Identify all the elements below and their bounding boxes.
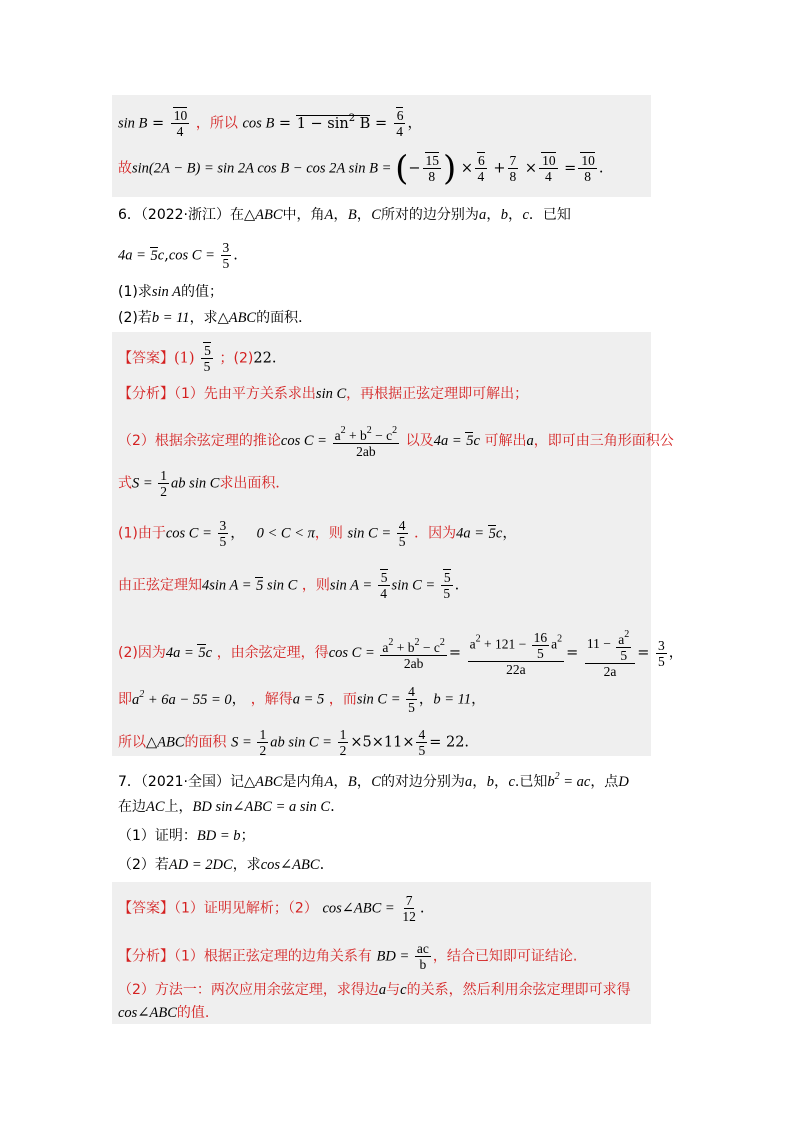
- q6-solution-2: 由正弦定理知4sin A = 5 sin C ，则sin A = $\frac{5}{4}$ sin C = $\frac{5}{5}$ .: [118, 570, 460, 601]
- solution-line-sin2A-B: 故sin(2A − B) = sin 2A cos B − cos 2A sin B = (− $\frac{15}{8}$ ) × $\frac{6}{4}$ + $\frac{7}{8}$ × $\frac{10}{4}$ = $\frac{10}{8}$ .: [118, 148, 604, 189]
- q7-analysis-1: 【分析】（1）根据正弦定理的边角关系有 BD = $\frac{ac}{b}$ ，结合已知即可证结论.: [118, 941, 578, 972]
- q7-part2: （2）若AD = 2DC，求cos∠ABC.: [118, 857, 325, 873]
- q7-answer: 【答案】（1）证明见解析；（2） cos∠ABC = $\frac{7}{12}$ .: [118, 893, 425, 924]
- q6-analysis-1: 【分析】（1）先由平方关系求出sin C，再根据正弦定理即可解出；: [118, 386, 529, 402]
- q6-solution-1: (1)由于cos C = $\frac{3}{5}$ ， 0 < C < π，则 sin C = $\frac{4}{5}$ ．因为4a = 5c，: [118, 518, 517, 549]
- solution-line-sinB: sin B = $\frac{10}{4}$ ，所以 $\cos B = 1 - \sin^2 B$ = $\frac{6}{4}$ ，: [118, 108, 422, 139]
- q7-header: 7．（2021·全国）记△ABC是内角A，B，C的对边分别为a，b，c.已知$b^2$ = ac，点D: [118, 771, 629, 790]
- q6-analysis-2: （2）根据余弦定理的推论cos C = $\frac{a^2 + b^2 - c^2}{2ab}$ 以及4a = 5c 可解出a，即可由三角形面积公: [118, 425, 674, 459]
- q6-answer: 【答案】(1) $\frac{5}{5}$ ；(2)22.: [118, 343, 277, 374]
- q7-analysis-3: cos∠ABC的值.: [118, 1005, 210, 1021]
- q6-header: 6．（2022·浙江）在△ABC中，角A，B，C所对的边分别为a，b，c．已知: [118, 207, 571, 223]
- q6-condition: 4a = 5c,cos C = $\frac{3}{5}$ .: [118, 240, 238, 271]
- q7-part1: （1）证明：BD = b；: [118, 828, 256, 844]
- q6-analysis-3: 式S = $\frac{1}{2}$ ab sin C求出面积．: [118, 468, 290, 499]
- q6-solution-5: 所以△ABC的面积 S = $\frac{1}{2}$ ab sin C = $\frac{1}{2}$ ×5×11× $\frac{4}{5}$ = 22.: [118, 727, 470, 758]
- q6-solution-4: 即$a^2 + 6a - 55 = 0$， ，解得a = 5 ，而sin C = $\frac{4}{5}$ ，b = 11，: [118, 684, 486, 715]
- q6-solution-3: (2)因为4a = 5c ，由余弦定理，得cos C = $\frac{a^2 + b^2 - c^2}{2ab}$ = $a^2 + 121$ − $\frac{16}{5}$ $a^2$ 22a = 11 − $\frac{a^2}{5}$ 2a = $\frac{3}{5}$ ，: [118, 629, 684, 679]
- q6-part2: (2)若b = 11，求△ABC的面积．: [118, 310, 313, 326]
- q7-line2: 在边AC上，BD sin∠ABC = a sin C.: [118, 799, 335, 815]
- q7-analysis-2: （2）方法一：两次应用余弦定理，求得边a与c的关系，然后利用余弦定理即可求得: [118, 982, 631, 998]
- q6-part1: (1)求sin A的值；: [118, 284, 223, 300]
